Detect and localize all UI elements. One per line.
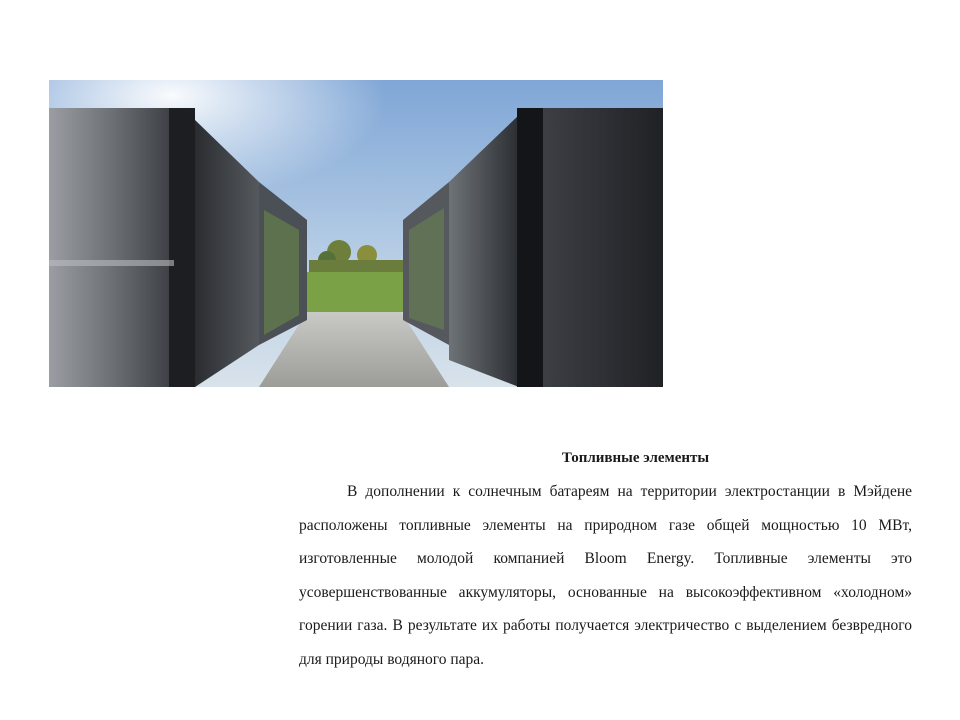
body-paragraph: В дополнении к солнечным батареям на территории электростанции в Мэйдене расположены топливные элементы на природном газе общей мощностью 10 МВт, изготовленные молодой компанией Bloom Energy. Топливные элементы это усовершенствованные аккумуляторы, основанные на высокоэффективном «холодном» горении газа. В результате их работы получается электричество с выделением безвредного для природы водяного пара. (299, 483, 912, 668)
section-heading: Топливные элементы (561, 450, 710, 466)
text-block (299, 441, 912, 677)
fuel-cell-units-photo (49, 80, 663, 387)
